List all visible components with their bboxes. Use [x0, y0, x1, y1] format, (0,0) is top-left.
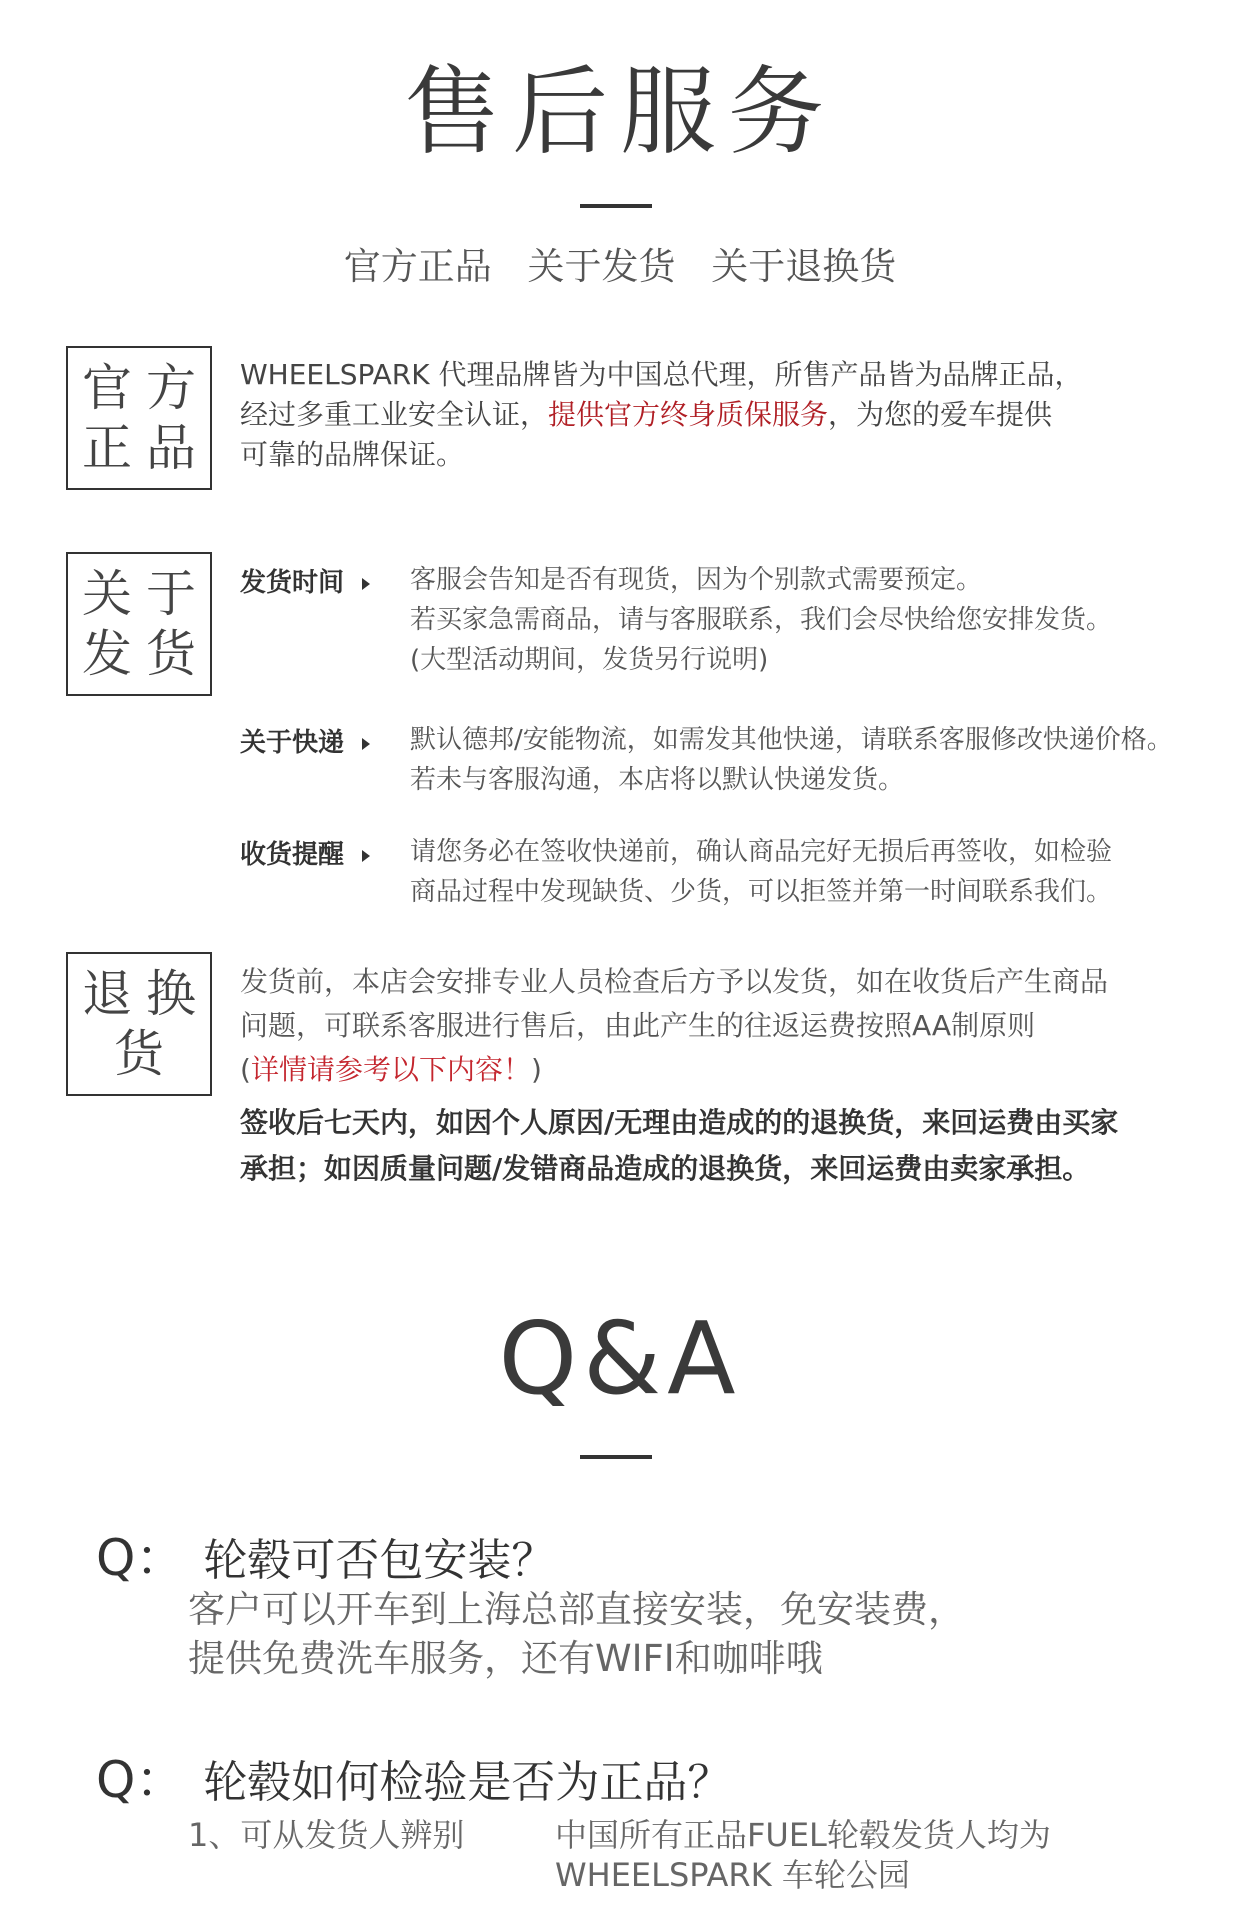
question-1-text: 轮毂可否包安装？ [203, 1535, 556, 1586]
returns-policy-line1: 签收后七天内，如因个人原因/无理由造成的的退换货，来回运费由买家 [240, 1106, 1119, 1139]
caret-right-icon [362, 578, 370, 590]
official-box-line1: 官方 [82, 359, 210, 417]
receipt-line1: 请您务必在签收快递前，确认商品完好无损后再签收，如检验 [410, 837, 1113, 867]
official-box-line2: 正品 [82, 419, 210, 477]
answer-2-left: 1、可从发货人辨别 [188, 1816, 465, 1854]
receipt-label [240, 834, 370, 871]
question-2 [96, 1740, 731, 1812]
ship-time-label [240, 562, 370, 599]
section-nav [0, 236, 1240, 290]
official-box [66, 346, 212, 490]
qa-divider [580, 1455, 652, 1459]
page-title: 售后服务 [404, 56, 836, 168]
courier-label-text: 关于快递 [240, 728, 345, 758]
answer-2-right [555, 1815, 1051, 1895]
shipping-box [66, 552, 212, 696]
q-label: Q： [96, 1751, 186, 1809]
ship-time-line3: (大型活动期间，发货另行说明) [410, 645, 769, 675]
returns-description [240, 960, 1108, 1092]
returns-box [66, 952, 212, 1096]
answer-2-right-line1: 中国所有正品FUEL轮毂发货人均为 [555, 1816, 1051, 1854]
official-line2 [240, 395, 1180, 435]
official-line2-end: ，为您的爱车提供 [828, 398, 1053, 431]
question-2-text: 轮毂如何检验是否为正品？ [203, 1757, 732, 1808]
courier-line2: 若未与客服沟通，本店将以默认快递发货。 [410, 765, 905, 795]
shipping-box-line2: 发货 [82, 625, 210, 683]
receipt-line2: 商品过程中发现缺货、少货，可以拒签并第一时间联系我们。 [410, 877, 1113, 907]
nav-item-shipping[interactable]: 关于发货 [527, 245, 676, 288]
warranty-highlight: 提供官方终身质保服务 [548, 398, 829, 431]
answer-1-line2: 提供免费洗车服务，还有WIFI和咖啡哦 [188, 1637, 823, 1680]
answer-1-line1: 客户可以开车到上海总部直接安装，免安装费， [188, 1588, 965, 1631]
returns-box-line2: 货 [114, 1025, 178, 1083]
returns-policy [240, 1100, 1118, 1192]
paren-open: ( [240, 1053, 251, 1086]
returns-policy-line2: 承担；如因质量问题/发错商品造成的退换货，来回运费由卖家承担。 [240, 1152, 1091, 1185]
nav-item-official[interactable]: 官方正品 [343, 245, 492, 288]
shipping-box-line1: 关于 [82, 565, 210, 623]
ship-time-label-text: 发货时间 [240, 568, 345, 598]
courier-line1: 默认德邦/安能物流，如需发其他快递，请联系客服修改快递价格。 [410, 725, 1173, 755]
answer-1 [188, 1585, 965, 1683]
official-line1: WHEELSPARK 代理品牌皆为中国总代理，所售产品皆为品牌正品， [240, 358, 1083, 391]
paren-close: ) [530, 1053, 542, 1086]
courier-label [240, 722, 370, 759]
official-line3: 可靠的品牌保证。 [240, 438, 465, 471]
qa-title: Q&A [498, 1300, 742, 1417]
returns-box-line1: 退换 [82, 965, 210, 1023]
receipt-label-text: 收货提醒 [240, 840, 345, 870]
answer-2-right-line2: WHEELSPARK 车轮公园 [555, 1856, 910, 1894]
nav-item-returns[interactable]: 关于退换货 [711, 245, 897, 288]
details-link[interactable]: 详情请参考以下内容！ [250, 1053, 531, 1086]
title-divider [580, 204, 652, 208]
courier-text [410, 720, 1173, 800]
ship-time-line2: 若买家急需商品，请与客服联系，我们会尽快给您安排发货。 [410, 605, 1113, 635]
question-1 [96, 1518, 555, 1590]
caret-right-icon [362, 738, 370, 750]
official-line2-start: 经过多重工业安全认证， [240, 398, 549, 431]
official-description [240, 355, 1180, 475]
returns-line3 [240, 1048, 1108, 1092]
q-label: Q： [96, 1529, 186, 1587]
caret-right-icon [362, 850, 370, 862]
ship-time-text [410, 560, 1112, 680]
returns-line2: 问题，可联系客服进行售后，由此产生的往返运费按照AA制原则 [240, 1009, 1036, 1042]
ship-time-line1: 客服会告知是否有现货，因为个别款式需要预定。 [410, 565, 983, 595]
returns-line1: 发货前，本店会安排专业人员检查后方予以发货，如在收货后产生商品 [240, 965, 1109, 998]
receipt-text [410, 832, 1112, 912]
